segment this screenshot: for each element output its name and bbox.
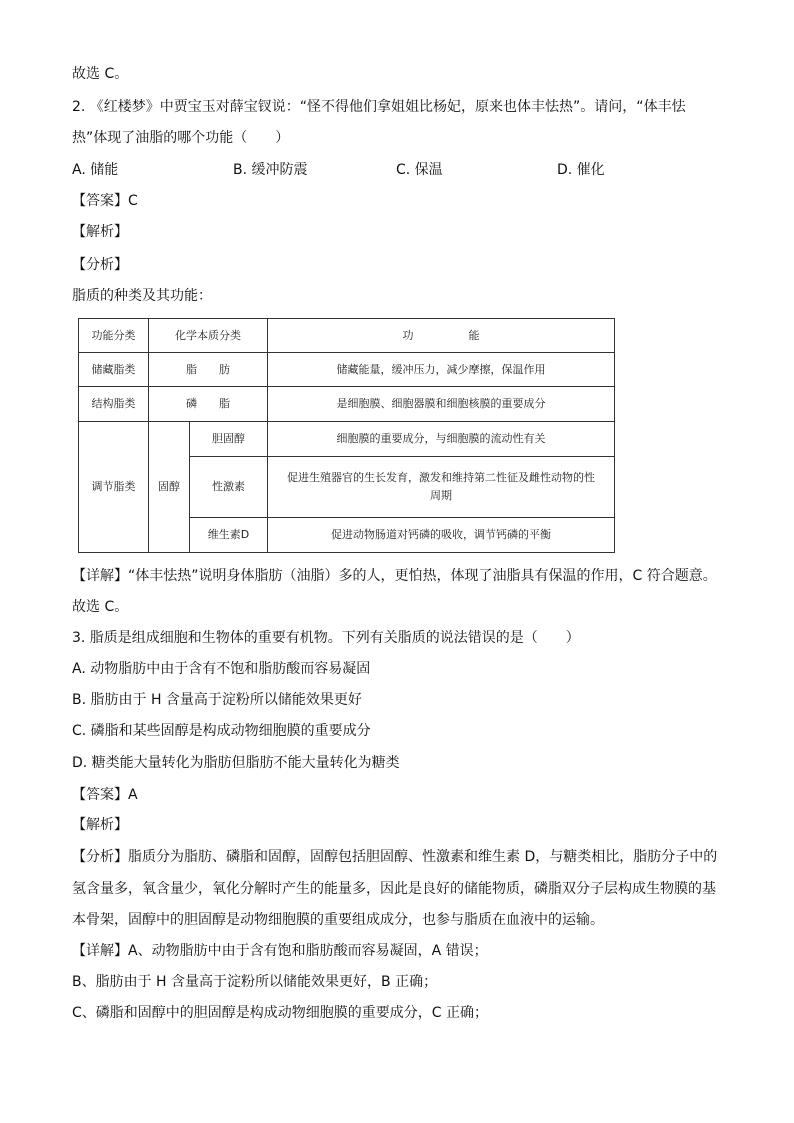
table-row [79,353,615,387]
option-d: D. 催化 [557,162,605,178]
table-header-row [79,319,615,353]
fenxi-3-line3: 本骨架，固醇中的胆固醇是动物细胞膜的重要组成成分，也参与脂质在血液中的运输。 [72,912,604,928]
question-3-option-a: A. 动物脂肪中由于含有不饱和脂肪酸而容易凝固 [72,661,371,677]
option-c: C. 保温 [396,162,443,178]
header-function-class: 功能分类 [79,319,149,353]
table-row [79,387,615,422]
header-chemical-class: 化学本质分类 [149,319,268,353]
table-intro: 脂质的种类及其功能： [72,288,212,304]
question-3-option-b: B. 脂肪由于 H 含量高于淀粉所以储能效果更好 [72,692,362,708]
question-3-stem: 3. 脂质是组成细胞和生物体的重要有机物。下列有关脂质的说法错误的是（ ） [72,630,580,646]
option-a: A. 储能 [72,162,119,178]
cell-storage-lipids: 储藏脂类 [79,353,149,387]
cell-vitamin-d: 维生素D [190,518,268,553]
question-3-option-c: C. 磷脂和某些固醇是构成动物细胞膜的重要成分 [72,723,371,739]
conclusion-line: 故选 C。 [72,66,129,82]
cell-sex-hormone: 性激素 [190,457,268,518]
conclusion-2: 故选 C。 [72,599,129,615]
detail-2: 【详解】“体丰怯热”说明身体脂肪（油脂）多的人，更怕热，体现了油脂具有保温的作用，C 符合题意。 [72,568,717,584]
header-function: 功 能 [268,319,615,353]
cell-phospholipid: 磷 脂 [149,387,268,422]
cell-vitamin-d-function: 促进动物肠道对钙磷的吸收，调节钙磷的平衡 [268,518,615,553]
lipid-function-table [78,318,615,553]
detail-3-c: C、磷脂和固醇中的胆固醇是构成动物细胞膜的重要成分，C 正确； [72,1005,488,1021]
table-row [79,422,615,457]
question-3-option-d: D. 糖类能大量转化为脂肪但脂肪不能大量转化为糖类 [72,755,400,771]
cell-fat: 脂 肪 [149,353,268,387]
analysis-2-heading: 【解析】 [72,224,128,240]
fenxi-2-heading: 【分析】 [72,257,128,273]
cell-sex-hormone-function [268,457,615,518]
question-2-stem: 2. 《红楼梦》中贾宝玉对薛宝钗说：“怪不得他们拿姐姐比杨妃，原来也体丰怯热”。请问，“体丰怯 [72,99,686,115]
sex-hormone-function-line2: 周期 [430,489,452,502]
detail-3-a: 【详解】A、动物脂肪中由于含有饱和脂肪酸而容易凝固，A 错误； [72,943,488,959]
detail-3-b: B、脂肪由于 H 含量高于淀粉所以储能效果更好，B 正确； [72,974,438,990]
cell-phospholipid-function: 是细胞膜、细胞器膜和细胞核膜的重要成分 [268,387,615,422]
sex-hormone-function-line1: 促进生殖器官的生长发育，激发和维持第二性征及雌性动物的性 [287,471,595,484]
cell-fat-function: 储藏能量，缓冲压力，减少摩擦，保温作用 [268,353,615,387]
cell-cholesterol-function: 细胞膜的重要成分，与细胞膜的流动性有关 [268,422,615,457]
answer-3: 【答案】A [72,787,138,803]
fenxi-3-line2: 氢含量多，氧含量少，氧化分解时产生的能量多，因此是良好的储能物质，磷脂双分子层构成生物膜的基 [72,881,716,897]
option-b: B. 缓冲防震 [233,162,308,178]
cell-cholesterol: 胆固醇 [190,422,268,457]
cell-sterol: 固醇 [149,422,190,553]
cell-structural-lipids: 结构脂类 [79,387,149,422]
answer-2: 【答案】C [72,193,138,209]
question-2-stem-cont: 热”体现了油脂的哪个功能（ ） [72,130,290,146]
analysis-3-heading: 【解析】 [72,817,128,833]
cell-regulatory-lipids: 调节脂类 [79,422,149,553]
fenxi-3-line1: 【分析】脂质分为脂肪、磷脂和固醇，固醇包括胆固醇、性激素和维生素 D，与糖类相比，脂肪分子中的 [72,849,718,865]
